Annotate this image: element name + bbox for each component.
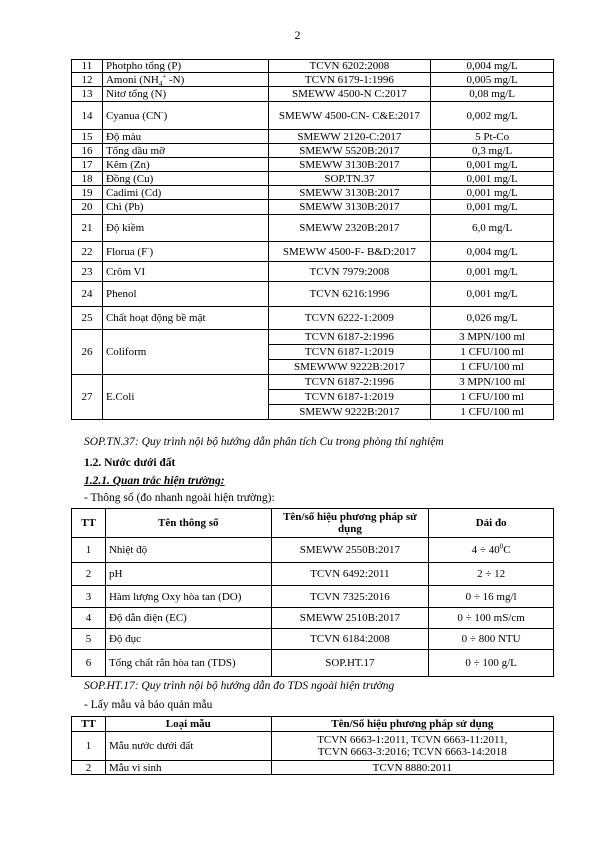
sampling-table [71, 716, 554, 775]
parameter-name: Tổng chất rắn hòa tan (TDS) [105, 650, 271, 677]
table-row [72, 375, 554, 390]
table-row [72, 87, 554, 102]
row-number: 25 [72, 307, 103, 330]
parameter-name: Chì (Pb) [102, 200, 268, 215]
sample-type: Mẫu nước dưới đất [105, 732, 271, 761]
section-heading-groundwater: 1.2. Nước dưới đất [84, 457, 176, 469]
method-code: TCVN 6187-2:1996 [268, 375, 431, 390]
detection-limit: 5 Pt-Co [431, 130, 554, 144]
measuring-range: 2 ÷ 12 [429, 563, 554, 586]
method-code: TCVN 6492:2011 [271, 563, 429, 586]
method-code: TCVN 6202:2008 [268, 60, 431, 73]
sampling-intro: - Lấy mẫu và bảo quản mẫu [84, 699, 213, 711]
detection-limit: 0,001 mg/L [431, 158, 554, 172]
detection-limit: 1 CFU/100 ml [431, 345, 554, 360]
table-row [72, 608, 554, 629]
detection-limit: 6,0 mg/L [431, 215, 554, 242]
table-row [72, 761, 554, 775]
table-row [72, 200, 554, 215]
parameter-name: Coliform [102, 330, 268, 375]
method-code: TCVN 6179-1:1996 [268, 73, 431, 87]
method-code: SMEWW 2510B:2017 [271, 608, 429, 629]
detection-limit: 3 MPN/100 ml [431, 375, 554, 390]
row-number: 11 [72, 60, 103, 73]
measuring-range: 0 ÷ 800 NTU [429, 629, 554, 650]
table-row [72, 73, 554, 87]
parameter-name: Florua (F-) [102, 242, 268, 262]
table-row [72, 242, 554, 262]
parameter-name: pH [105, 563, 271, 586]
parameter-name: Đồng (Cu) [102, 172, 268, 186]
detection-limit: 3 MPN/100 ml [431, 330, 554, 345]
row-number: 2 [72, 563, 106, 586]
row-number: 4 [72, 608, 106, 629]
row-number: 13 [72, 87, 103, 102]
water-parameter-table [71, 59, 554, 420]
detection-limit: 0,3 mg/L [431, 144, 554, 158]
parameter-name: Tổng dầu mỡ [102, 144, 268, 158]
detection-limit: 0,001 mg/L [431, 262, 554, 282]
note-sop-tn37: SOP.TN.37: Quy trình nội bộ hướng dẫn phân tích Cu trong phòng thí nghiệm [84, 436, 444, 448]
row-number: 26 [72, 330, 103, 375]
table-row [72, 330, 554, 345]
method-code: TCVN 7979:2008 [268, 262, 431, 282]
detection-limit: 0,001 mg/L [431, 200, 554, 215]
header-method: Tên/Số hiệu phương pháp sử dụng [271, 717, 553, 732]
row-number: 12 [72, 73, 103, 87]
method-code: SMEWW 4500-F- B&D:2017 [268, 242, 431, 262]
table-row [72, 650, 554, 677]
method-code: SOP.TN.37 [268, 172, 431, 186]
parameter-name: Hàm lượng Oxy hòa tan (DO) [105, 586, 271, 608]
detection-limit: 0,004 mg/L [431, 60, 554, 73]
parameter-name: Photpho tổng (P) [102, 60, 268, 73]
table-row [72, 172, 554, 186]
parameter-name: Cyanua (CN-) [102, 102, 268, 130]
parameter-name: Độ màu [102, 130, 268, 144]
parameter-name: Độ kiềm [102, 215, 268, 242]
method-code: TCVN 6187-1:2019 [268, 345, 431, 360]
method-code: TCVN 6187-2:1996 [268, 330, 431, 345]
parameter-name: Kẽm (Zn) [102, 158, 268, 172]
header-tt: TT [72, 509, 106, 538]
parameter-name: E.Coli [102, 375, 268, 420]
method-code: SMEWW 2550B:2017 [271, 538, 429, 563]
measuring-range: 0 ÷ 100 mS/cm [429, 608, 554, 629]
row-number: 6 [72, 650, 106, 677]
method-line: TCVN 8880:2011 [372, 761, 452, 774]
method-codes [271, 732, 553, 761]
field-parameters-intro: - Thông số (đo nhanh ngoài hiện trường): [84, 492, 275, 504]
row-number: 16 [72, 144, 103, 158]
method-code: SMEWW 3130B:2017 [268, 200, 431, 215]
method-line: TCVN 6663-1:2011, TCVN 6663-11:2011, [317, 734, 508, 746]
table-row [72, 538, 554, 563]
detection-limit: 0,004 mg/L [431, 242, 554, 262]
measuring-range: $4 \div 40^0C$ [429, 538, 554, 563]
table-row [72, 158, 554, 172]
table-row [72, 102, 554, 130]
row-number: 21 [72, 215, 103, 242]
method-code: SMEWW 3130B:2017 [268, 186, 431, 200]
method-code: SMEWW 2320B:2017 [268, 215, 431, 242]
detection-limit: 0,001 mg/L [431, 282, 554, 307]
table-row [72, 186, 554, 200]
method-code: SMEWW 2120-C:2017 [268, 130, 431, 144]
table-row [72, 215, 554, 242]
parameter-name: Nitơ tổng (N) [102, 87, 268, 102]
detection-limit: 0,08 mg/L [431, 87, 554, 102]
note-sop-ht17: SOP.HT.17: Quy trình nội bộ hướng dẫn đo TDS ngoài hiện trường [84, 680, 395, 692]
page-number: 2 [294, 28, 301, 42]
method-codes [271, 761, 553, 775]
row-number: 1 [72, 732, 106, 761]
method-code: TCVN 6222-1:2009 [268, 307, 431, 330]
method-code: TCVN 6184:2008 [271, 629, 429, 650]
method-code: TCVN 6187-1:2019 [268, 390, 431, 405]
table-row [72, 629, 554, 650]
table-row [72, 586, 554, 608]
detection-limit: 0,005 mg/L [431, 73, 554, 87]
parameter-name: Phenol [102, 282, 268, 307]
table-row [72, 732, 554, 761]
row-number: 18 [72, 172, 103, 186]
parameter-name: Cadimi (Cd) [102, 186, 268, 200]
sample-type: Mẫu vi sinh [105, 761, 271, 775]
row-number: 27 [72, 375, 103, 420]
header-parameter-name: Tên thông số [105, 509, 271, 538]
row-number: 1 [72, 538, 106, 563]
row-number: 2 [72, 761, 106, 775]
method-code: SMEWW 3130B:2017 [268, 158, 431, 172]
measuring-range: 0 ÷ 100 g/L [429, 650, 554, 677]
row-number: 15 [72, 130, 103, 144]
row-number: 17 [72, 158, 103, 172]
table-row [72, 130, 554, 144]
method-code: TCVN 7325:2016 [271, 586, 429, 608]
row-number: 22 [72, 242, 103, 262]
method-code: SMEWW 4500-CN- C&E:2017 [268, 102, 431, 130]
method-line: TCVN 6663-3:2016; TCVN 6663-14:2018 [317, 746, 507, 758]
table-row [72, 563, 554, 586]
parameter-name: Độ đục [105, 629, 271, 650]
parameter-name: Chất hoạt động bề mặt [102, 307, 268, 330]
header-method: Tên/số hiệu phương pháp sử dụng [271, 509, 429, 538]
method-code: SMEWW 9222B:2017 [268, 405, 431, 420]
row-number: 3 [72, 586, 106, 608]
row-number: 14 [72, 102, 103, 130]
parameter-name: Crôm VI [102, 262, 268, 282]
field-measurement-table [71, 508, 554, 677]
table-row [72, 307, 554, 330]
row-number: 23 [72, 262, 103, 282]
detection-limit: 0,001 mg/L [431, 186, 554, 200]
section-heading-field-monitoring: 1.2.1. Quan trắc hiện trường: [84, 475, 225, 487]
header-range: Dải đo [429, 509, 554, 538]
detection-limit: 0,002 mg/L [431, 102, 554, 130]
method-code: TCVN 6216:1996 [268, 282, 431, 307]
method-code: SMEWWW 9222B:2017 [268, 360, 431, 375]
table-row [72, 262, 554, 282]
method-code: SOP.HT.17 [271, 650, 429, 677]
parameter-name: Nhiệt độ [105, 538, 271, 563]
detection-limit: 1 CFU/100 ml [431, 405, 554, 420]
table-row [72, 144, 554, 158]
row-number: 20 [72, 200, 103, 215]
method-code: SMEWW 5520B:2017 [268, 144, 431, 158]
row-number: 19 [72, 186, 103, 200]
header-sample-type: Loại mẫu [105, 717, 271, 732]
method-code: SMEWW 4500-N C:2017 [268, 87, 431, 102]
header-tt: TT [72, 717, 106, 732]
table-row [72, 282, 554, 307]
parameter-name: Độ dẫn điện (EC) [105, 608, 271, 629]
detection-limit: 0,001 mg/L [431, 172, 554, 186]
detection-limit: 1 CFU/100 ml [431, 390, 554, 405]
row-number: 5 [72, 629, 106, 650]
parameter-name: Amoni ($NH_4^+$ -N) [102, 73, 268, 87]
detection-limit: 1 CFU/100 ml [431, 360, 554, 375]
detection-limit: 0,026 mg/L [431, 307, 554, 330]
table-row [72, 60, 554, 73]
row-number: 24 [72, 282, 103, 307]
measuring-range: 0 ÷ 16 mg/l [429, 586, 554, 608]
